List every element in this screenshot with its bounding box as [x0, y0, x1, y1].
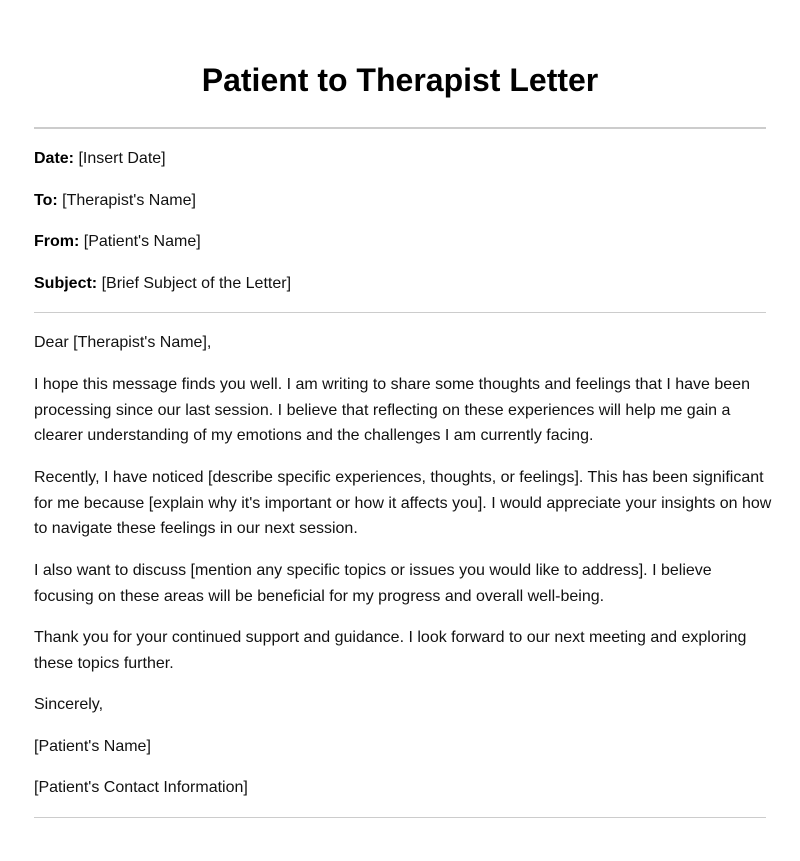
body-paragraph-4: Thank you for your continued support and guidance. I look forward to our next meeting and exploring these topics further.	[34, 629, 747, 672]
body-paragraph-1: I hope this message finds you well. I am writing to share some thoughts and feelings that I have been processing since our last session. I believe that reflecting on these experiences will help me gain a clearer understanding of my emotions and the challenges I am currently facing.	[34, 376, 750, 444]
to-field	[34, 188, 774, 214]
to-value: [Therapist's Name]	[62, 192, 196, 209]
from-field	[34, 229, 774, 255]
letter-title: Patient to Therapist Letter	[201, 62, 599, 98]
salutation: Dear [Therapist's Name],	[34, 334, 212, 351]
body-paragraph-3: I also want to discuss [mention any specific topics or issues you would like to address]. I believe focusing on these areas will be beneficial for my progress and overall well-being.	[34, 562, 712, 605]
body-paragraph-2: Recently, I have noticed [describe specific experiences, thoughts, or feelings]. This has been significant for me because [explain why it's important or how it affects you]. I would appreciate your insights on how to navigate these feelings in our next session.	[34, 469, 772, 537]
title-divider	[34, 127, 766, 129]
from-label: From:	[34, 233, 80, 250]
to-label: To:	[34, 192, 58, 209]
date-field	[34, 146, 774, 172]
subject-label: Subject:	[34, 275, 98, 292]
header-divider	[34, 312, 766, 313]
footer-divider	[34, 817, 766, 818]
signature-name: [Patient's Name]	[34, 738, 151, 755]
from-value: [Patient's Name]	[83, 233, 201, 250]
subject-value: [Brief Subject of the Letter]	[101, 275, 292, 292]
date-value: [Insert Date]	[78, 150, 166, 167]
subject-field	[34, 271, 774, 297]
closing: Sincerely,	[34, 696, 104, 713]
signature-contact: [Patient's Contact Information]	[34, 779, 248, 796]
date-label: Date:	[34, 150, 75, 167]
